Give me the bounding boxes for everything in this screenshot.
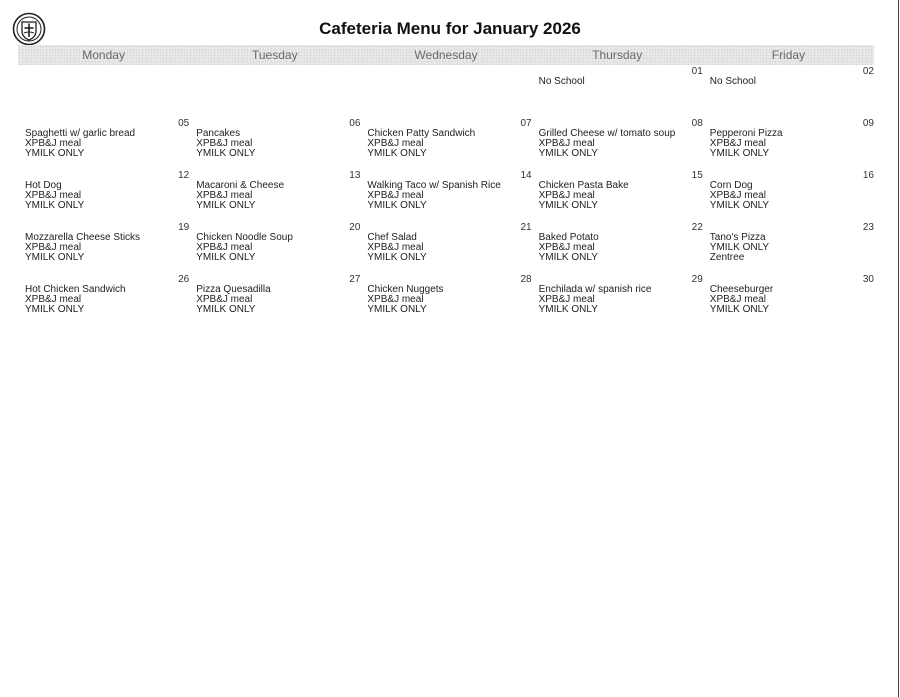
day-number: 14	[520, 170, 532, 181]
day-number: 12	[178, 170, 190, 181]
menu-item: YMILK ONLY	[367, 252, 427, 263]
day-cell	[703, 222, 874, 274]
menu-items	[196, 129, 255, 159]
menu-item: Chef Salad	[367, 232, 417, 243]
menu-item: XPB&J meal	[25, 190, 82, 201]
weekday-header-tuesday: Tuesday	[252, 48, 298, 62]
day-number: 19	[178, 222, 190, 233]
page-title: Cafeteria Menu for January 2026	[319, 19, 581, 38]
menu-item: Cheeseburger	[709, 284, 774, 295]
day-number: 13	[349, 170, 361, 181]
menu-item: Chicken Pasta Bake	[538, 180, 629, 191]
menu-item: YMILK ONLY	[709, 148, 770, 159]
menu-items	[710, 233, 769, 263]
menu-items	[539, 285, 652, 315]
menu-items	[25, 181, 84, 211]
menu-item: YMILK ONLY	[538, 200, 598, 211]
menu-item: YMILK ONLY	[367, 200, 427, 211]
day-cell	[189, 170, 360, 222]
day-cell	[360, 66, 531, 118]
menu-item: Chicken Nuggets	[367, 284, 444, 295]
menu-items	[367, 285, 443, 315]
menu-item: Pizza Quesadilla	[196, 284, 271, 295]
day-cell	[189, 274, 360, 326]
day-cell	[18, 274, 189, 326]
day-number: 07	[520, 118, 532, 129]
menu-items	[367, 181, 500, 211]
day-number: 21	[520, 222, 532, 233]
menu-item: XPB&J meal	[709, 138, 766, 149]
menu-items	[367, 233, 426, 263]
weekday-header-friday: Friday	[771, 48, 806, 62]
day-number: 05	[178, 118, 190, 129]
menu-items	[539, 77, 585, 87]
day-number: 16	[862, 170, 874, 181]
menu-item: XPB&J meal	[538, 138, 595, 149]
day-cell	[703, 118, 874, 170]
menu-item: Macaroni & Cheese	[196, 180, 285, 191]
weekday-header-row	[18, 45, 874, 65]
day-cell	[532, 118, 703, 170]
menu-item: Grilled Cheese w/ tomato soup	[538, 128, 676, 139]
day-number: 20	[349, 222, 361, 233]
menu-item: Chicken Patty Sandwich	[367, 128, 476, 139]
menu-item: YMILK ONLY	[538, 252, 598, 263]
day-cell	[532, 66, 703, 118]
day-number: 23	[862, 222, 874, 233]
menu-item: XPB&J meal	[538, 190, 595, 201]
menu-items	[539, 129, 676, 159]
day-cell	[532, 274, 703, 326]
menu-item: XPB&J meal	[25, 138, 82, 149]
menu-item: Enchilada w/ spanish rice	[538, 284, 652, 295]
menu-item: XPB&J meal	[196, 242, 253, 253]
menu-item: Hot Chicken Sandwich	[25, 284, 126, 295]
menu-items	[539, 181, 629, 211]
day-cell	[360, 118, 531, 170]
day-cell	[18, 118, 189, 170]
page-edge-rule	[898, 0, 899, 697]
weekday-header-thursday: Thursday	[592, 48, 643, 62]
menu-items	[25, 233, 140, 263]
menu-item: YMILK ONLY	[25, 304, 85, 315]
menu-item: YMILK ONLY	[709, 304, 770, 315]
menu-items	[196, 285, 270, 315]
day-number: 06	[349, 118, 361, 129]
menu-item: YMILK ONLY	[538, 148, 598, 159]
menu-item: YMILK ONLY	[367, 304, 427, 315]
menu-item: Hot Dog	[25, 180, 62, 191]
day-number: 27	[349, 274, 361, 285]
menu-items	[710, 77, 756, 87]
menu-item: No School	[538, 76, 585, 87]
menu-item: XPB&J meal	[538, 242, 595, 253]
day-number: 28	[520, 274, 532, 285]
menu-items	[196, 233, 293, 263]
day-number: 02	[862, 66, 874, 77]
menu-item: No School	[709, 76, 756, 87]
day-cell	[532, 222, 703, 274]
day-number: 30	[862, 274, 874, 285]
day-cell	[189, 118, 360, 170]
menu-item: Zentree	[709, 252, 745, 263]
menu-item: Tano's Pizza	[709, 232, 766, 243]
day-cell	[189, 222, 360, 274]
menu-item: YMILK ONLY	[25, 252, 85, 263]
menu-item: XPB&J meal	[538, 294, 595, 305]
menu-item: XPB&J meal	[25, 294, 82, 305]
day-number: 29	[691, 274, 703, 285]
menu-item: Pepperoni Pizza	[709, 128, 783, 139]
menu-item: YMILK ONLY	[367, 148, 427, 159]
day-cell	[360, 170, 531, 222]
menu-item: XPB&J meal	[196, 294, 253, 305]
day-cell	[189, 66, 360, 118]
day-cell	[18, 222, 189, 274]
menu-item: XPB&J meal	[367, 294, 424, 305]
menu-item: Pancakes	[196, 128, 241, 139]
menu-items	[25, 285, 126, 315]
menu-items	[710, 181, 769, 211]
menu-items	[367, 129, 475, 159]
menu-item: YMILK ONLY	[538, 304, 598, 315]
menu-item: YMILK ONLY	[196, 148, 256, 159]
menu-item: XPB&J meal	[367, 138, 424, 149]
menu-item: Baked Potato	[538, 232, 599, 243]
menu-item: YMILK ONLY	[709, 242, 770, 253]
day-cell	[360, 222, 531, 274]
day-number: 26	[178, 274, 190, 285]
menu-item: XPB&J meal	[367, 242, 424, 253]
menu-item: Walking Taco w/ Spanish Rice	[367, 180, 501, 191]
day-number: 22	[691, 222, 703, 233]
menu-item: YMILK ONLY	[196, 304, 256, 315]
menu-item: YMILK ONLY	[25, 200, 85, 211]
menu-items	[710, 285, 773, 315]
calendar-grid	[18, 66, 874, 326]
menu-item: Corn Dog	[709, 180, 753, 191]
menu-item: XPB&J meal	[367, 190, 424, 201]
menu-item: XPB&J meal	[709, 294, 766, 305]
day-cell	[703, 274, 874, 326]
menu-item: Mozzarella Cheese Sticks	[25, 232, 141, 243]
day-cell	[703, 66, 874, 118]
day-number: 15	[691, 170, 703, 181]
menu-items	[710, 129, 783, 159]
weekday-header-monday: Monday	[82, 48, 125, 62]
menu-item: XPB&J meal	[25, 242, 82, 253]
menu-item: YMILK ONLY	[196, 252, 256, 263]
weekday-header-wednesday: Wednesday	[414, 48, 478, 62]
menu-item: XPB&J meal	[709, 190, 766, 201]
menu-item: YMILK ONLY	[709, 200, 770, 211]
menu-item: YMILK ONLY	[25, 148, 85, 159]
day-cell	[18, 66, 189, 118]
menu-item: Chicken Noodle Soup	[196, 232, 293, 243]
menu-items	[196, 181, 284, 211]
day-cell	[532, 170, 703, 222]
day-cell	[18, 170, 189, 222]
day-number: 09	[862, 118, 874, 129]
menu-item: Spaghetti w/ garlic bread	[25, 128, 136, 139]
day-number: 08	[691, 118, 703, 129]
menu-items	[25, 129, 135, 159]
day-cell	[360, 274, 531, 326]
menu-item: XPB&J meal	[196, 138, 253, 149]
menu-item: YMILK ONLY	[196, 200, 256, 211]
day-cell	[703, 170, 874, 222]
menu-items	[539, 233, 599, 263]
day-number: 01	[691, 66, 703, 77]
menu-item: XPB&J meal	[196, 190, 253, 201]
